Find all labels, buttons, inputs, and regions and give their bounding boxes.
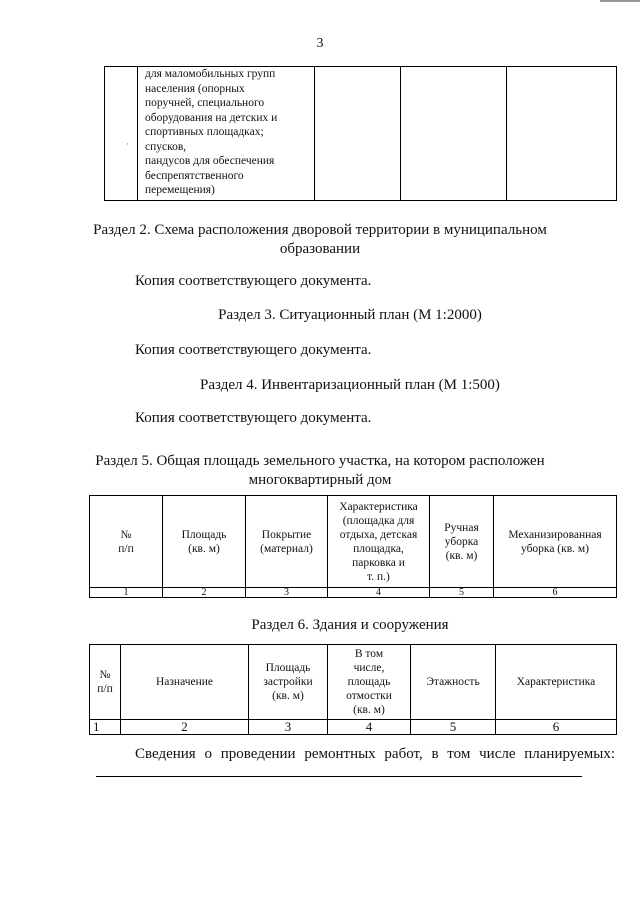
column-number: 5 [430,588,494,598]
header-cell: Этажность [411,645,496,720]
column-number: 3 [249,720,328,735]
column-number: 2 [121,720,249,735]
continuation-line: спусков, [145,140,187,153]
column-number: 2 [163,588,246,598]
page-number: 3 [316,36,324,51]
land-area-table [89,495,617,598]
header-cell: Механизированная уборка (кв. м) [494,496,617,588]
section5-heading: Раздел 5. Общая площадь земельного участка, на котором расположен многоквартирный дом [95,453,545,488]
header-cell: Назначение [121,645,249,720]
continuation-cell-empty [315,67,401,201]
continuation-cell-empty [105,67,138,201]
column-number: 6 [496,720,617,735]
table-number-row [90,720,617,735]
header-cell: Ручная уборка (кв. м) [430,496,494,588]
section2-body: Копия соответствующего документа. [135,273,372,289]
header-cell: № п/п [90,645,121,720]
header-cell: Характеристика [496,645,617,720]
section2-heading: Раздел 2. Схема расположения дворовой территории в муниципальном образовании [93,222,547,257]
continuation-line: населения (опорных [145,82,245,95]
column-number: 1 [90,588,163,598]
header-cell: Покрытие (материал) [246,496,328,588]
column-number: 4 [328,588,430,598]
section3-body: Копия соответствующего документа. [135,342,372,358]
continuation-cell-empty [401,67,507,201]
table-header-row [90,645,617,720]
header-cell: Площадь застройки (кв. м) [249,645,328,720]
continuation-line: пандусов для обеспечения [145,155,275,167]
column-number: 4 [328,720,411,735]
column-number: 3 [246,588,328,598]
header-cell: № п/п [90,496,163,588]
continuation-cell-text [138,67,315,201]
continuation-line: перемещения) [145,184,215,196]
column-number: 6 [494,588,617,598]
continuation-line: для маломобильных групп [145,68,276,80]
continuation-table [104,66,617,201]
table-header-row [90,496,617,588]
section6-heading: Раздел 6. Здания и сооружения [251,617,449,633]
continuation-line: беспрепятственного [145,169,244,182]
column-number: 1 [90,720,121,735]
corner-scan-mark [600,0,640,2]
section4-heading: Раздел 4. Инвентаризационный план (М 1:500) [200,377,500,393]
fill-in-line [96,776,582,777]
table-number-row [90,588,617,598]
margin-mark: · [126,139,129,149]
section3-heading: Раздел 3. Ситуационный план (М 1:2000) [218,307,482,323]
continuation-line: спортивных площадках; [145,126,264,138]
column-number: 5 [411,720,496,735]
header-cell: В том числе, площадь отмостки (кв. м) [328,645,411,720]
continuation-line: оборудования на детских и [145,111,278,124]
header-cell: Площадь (кв. м) [163,496,246,588]
repair-info-text: Сведения о проведении ремонтных работ, в том числе планируемых: [135,746,615,762]
continuation-cell-empty [507,67,617,201]
continuation-line: поручней, специального [145,97,265,109]
header-cell: Характеристика (площадка для отдыха, детская площадка, парковка и т. п.) [328,496,430,588]
section4-body: Копия соответствующего документа. [135,410,372,426]
buildings-table [89,644,617,735]
